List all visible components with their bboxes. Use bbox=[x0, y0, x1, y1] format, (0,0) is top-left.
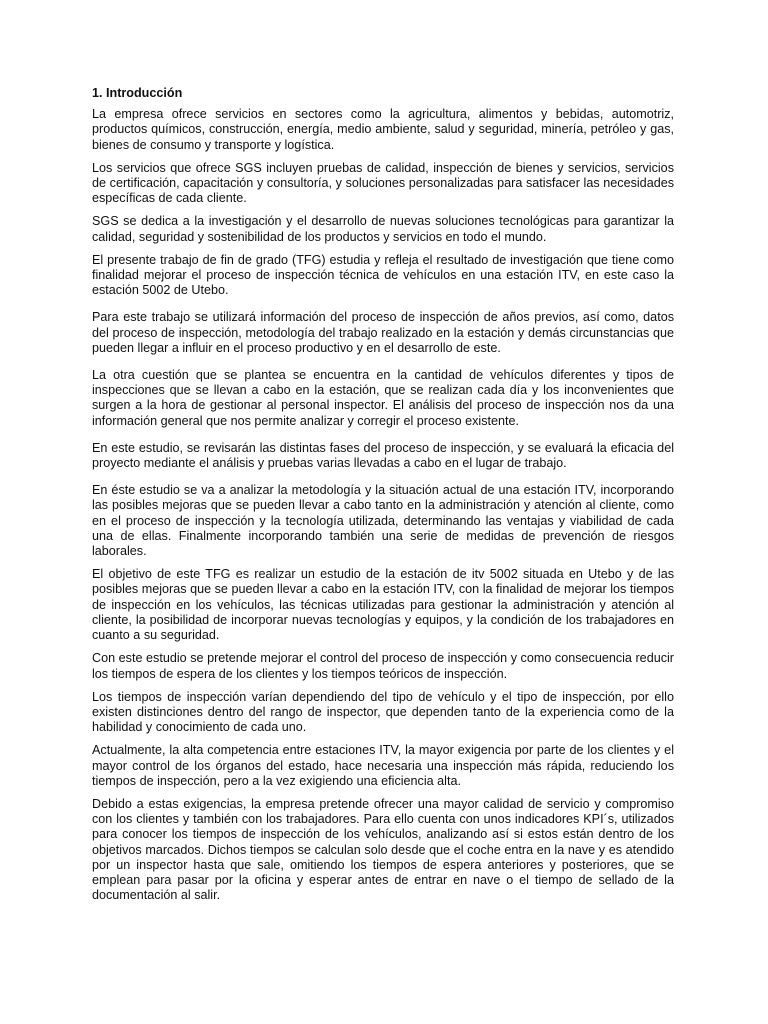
paragraph: En éste estudio se va a analizar la metodología y la situación actual de una estación ITV, incorporando las posibles mejoras que se pueden llevar a cabo tanto en la administración y atención al cliente, como en el proceso de inspección y la tecnología utilizada, determinando las ventajas y viabilidad de cada una de ellas. Finalmente incorporando también una serie de medidas de prevención de riesgos laborales. bbox=[92, 483, 674, 559]
paragraph: El objetivo de este TFG es realizar un estudio de la estación de itv 5002 situada en Utebo y de las posibles mejoras que se pueden llevar a cabo en la estación ITV, con la finalidad de mejorar los tiempos de inspección en los vehículos, las técnicas utilizadas para gestionar la administración y atención al cliente, la posibilidad de incorporar nuevas tecnologías y equipos, y la condición de los trabajadores en cuanto a su seguridad. bbox=[92, 567, 674, 643]
document-body bbox=[92, 86, 674, 911]
paragraph: SGS se dedica a la investigación y el desarrollo de nuevas soluciones tecnológicas para garantizar la calidad, seguridad y sostenibilidad de los productos y servicios en todo el mundo. bbox=[92, 214, 674, 244]
paragraph: Los tiempos de inspección varían dependiendo del tipo de vehículo y el tipo de inspección, por ello existen distinciones dentro del rango de inspector, que dependen tanto de la experiencia como de la habilidad y conocimiento de cada uno. bbox=[92, 689, 674, 735]
paragraph: Actualmente, la alta competencia entre estaciones ITV, la mayor exigencia por parte de los clientes y el mayor control de los órganos del estado, hace necesaria una inspección más rápida, reduciendo los tiempos de inspección, pero a la vez exigiendo una eficiencia alta. bbox=[92, 743, 674, 788]
paragraph: Con este estudio se pretende mejorar el control del proceso de inspección y como consecuencia reducir los tiempos de espera de los clientes y los tiempos teóricos de inspección. bbox=[92, 651, 674, 681]
paragraph: La otra cuestión que se plantea se encuentra en la cantidad de vehículos diferentes y tipos de inspecciones que se llevan a cabo en la estación, que se realizan cada día y los inconvenientes que surgen a la hora de gestionar al personal inspector. El análisis del proceso de inspección nos da una información general que nos permite analizar y corregir el proceso existente. bbox=[92, 368, 674, 428]
paragraph: En este estudio, se revisarán las distintas fases del proceso de inspección, y se evaluará la eficacia del proyecto mediante el análisis y pruebas varias llevadas a cabo en el lugar de trabajo. bbox=[92, 440, 674, 471]
paragraph: Debido a estas exigencias, la empresa pretende ofrecer una mayor calidad de servicio y compromiso con los clientes y también con los trabajadores. Para ello cuenta con unos indicadores KPI´s, utilizados para conocer los tiempos de inspección de los vehículos, analizando así si estos están dentro de los objetivos marcados. Dichos tiempos se calculan solo desde que el coche entra en la nave y es atendido por un inspector hasta que sale, omitiendo los tiempos de espera anteriores y posteriores, que se emplean para pasar por la oficina y esperar antes de entrar en nave o el tiempo de sellado de la documentación al salir. bbox=[92, 796, 674, 903]
section-heading: 1. Introducción bbox=[92, 86, 183, 100]
paragraph: La empresa ofrece servicios en sectores como la agricultura, alimentos y bebidas, automotriz, productos químicos, construcción, energía, medio ambiente, salud y seguridad, minería, petróleo y gas, bienes de consumo y transporte y logística. bbox=[92, 107, 674, 152]
paragraph: El presente trabajo de fin de grado (TFG) estudia y refleja el resultado de investigación que tiene como finalidad mejorar el proceso de inspección técnica de vehículos en una estación ITV, en este caso la estación 5002 de Utebo. bbox=[92, 252, 674, 298]
paragraph: Los servicios que ofrece SGS incluyen pruebas de calidad, inspección de bienes y servicios, servicios de certificación, capacitación y consultoría, y soluciones personalizadas para satisfacer las necesidades específicas de cada cliente. bbox=[92, 160, 674, 206]
paragraph: Para este trabajo se utilizará información del proceso de inspección de años previos, así como, datos del proceso de inspección, metodología del trabajo realizado en la estación y demás circunstancias que pueden llegar a influir en el proceso productivo y en el desarrollo de este. bbox=[92, 310, 674, 355]
